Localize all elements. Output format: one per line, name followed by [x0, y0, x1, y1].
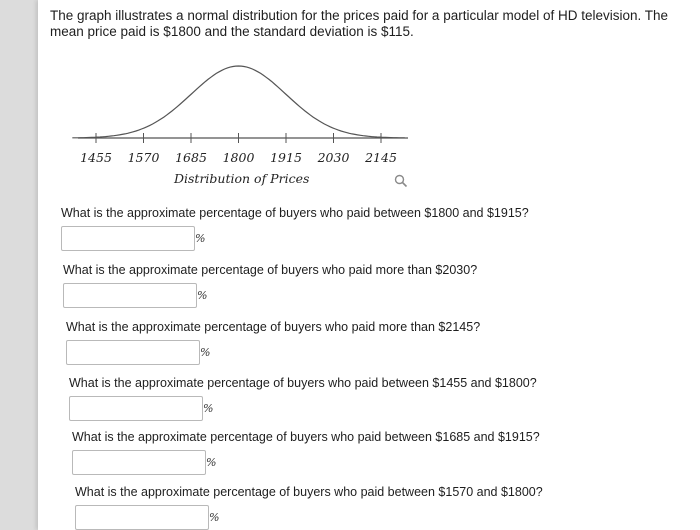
axis-label: Distribution of Prices: [174, 171, 310, 186]
question-page: [38, 0, 700, 530]
answer-field-wrapper: [63, 283, 208, 308]
answer-input[interactable]: [61, 226, 195, 251]
tick-label: 1570: [127, 150, 160, 165]
tick-label: 1800: [222, 150, 255, 165]
question-6: [75, 485, 543, 530]
tick-label: 2145: [365, 150, 397, 165]
answer-field-wrapper: [66, 340, 211, 365]
answer-input[interactable]: [63, 283, 197, 308]
question-1: [61, 206, 529, 251]
tick-label: 1455: [80, 150, 112, 165]
percent-unit: %: [209, 511, 220, 524]
question-text: What is the approximate percentage of buyers who paid more than $2145?: [66, 320, 481, 334]
question-text: What is the approximate percentage of buyers who paid between $1455 and $1800?: [69, 376, 537, 390]
answer-field-wrapper: [72, 450, 217, 475]
percent-unit: %: [197, 289, 208, 302]
answer-input[interactable]: [75, 505, 209, 530]
answer-input[interactable]: [72, 450, 206, 475]
question-4: [69, 376, 537, 421]
answer-field-wrapper: [75, 505, 220, 530]
answer-input[interactable]: [69, 396, 203, 421]
percent-unit: %: [206, 456, 217, 469]
tick-label: 1915: [270, 150, 302, 165]
question-text: What is the approximate percentage of buyers who paid between $1685 and $1915?: [72, 430, 540, 444]
answer-input[interactable]: [66, 340, 200, 365]
question-5: [72, 430, 540, 475]
percent-unit: %: [195, 232, 206, 245]
answer-field-wrapper: [69, 396, 214, 421]
question-2: [63, 263, 477, 308]
percent-unit: %: [200, 346, 211, 359]
tick-label: 2030: [317, 150, 350, 165]
question-text: What is the approximate percentage of buyers who paid between $1570 and $1800?: [75, 485, 543, 499]
tick-label: 1685: [175, 150, 207, 165]
bell-curve: [72, 66, 405, 138]
problem-intro: The graph illustrates a normal distribution for the prices paid for a particular model of HD television. The mean price paid is $1800 and the standard deviation is $115.: [50, 8, 669, 39]
magnifier-icon[interactable]: [394, 174, 408, 188]
question-text: What is the approximate percentage of buyers who paid between $1800 and $1915?: [61, 206, 529, 220]
normal-distribution-graph: [68, 58, 408, 168]
percent-unit: %: [203, 402, 214, 415]
question-text: What is the approximate percentage of buyers who paid more than $2030?: [63, 263, 478, 277]
question-3: [66, 320, 480, 365]
answer-field-wrapper: [61, 226, 206, 251]
